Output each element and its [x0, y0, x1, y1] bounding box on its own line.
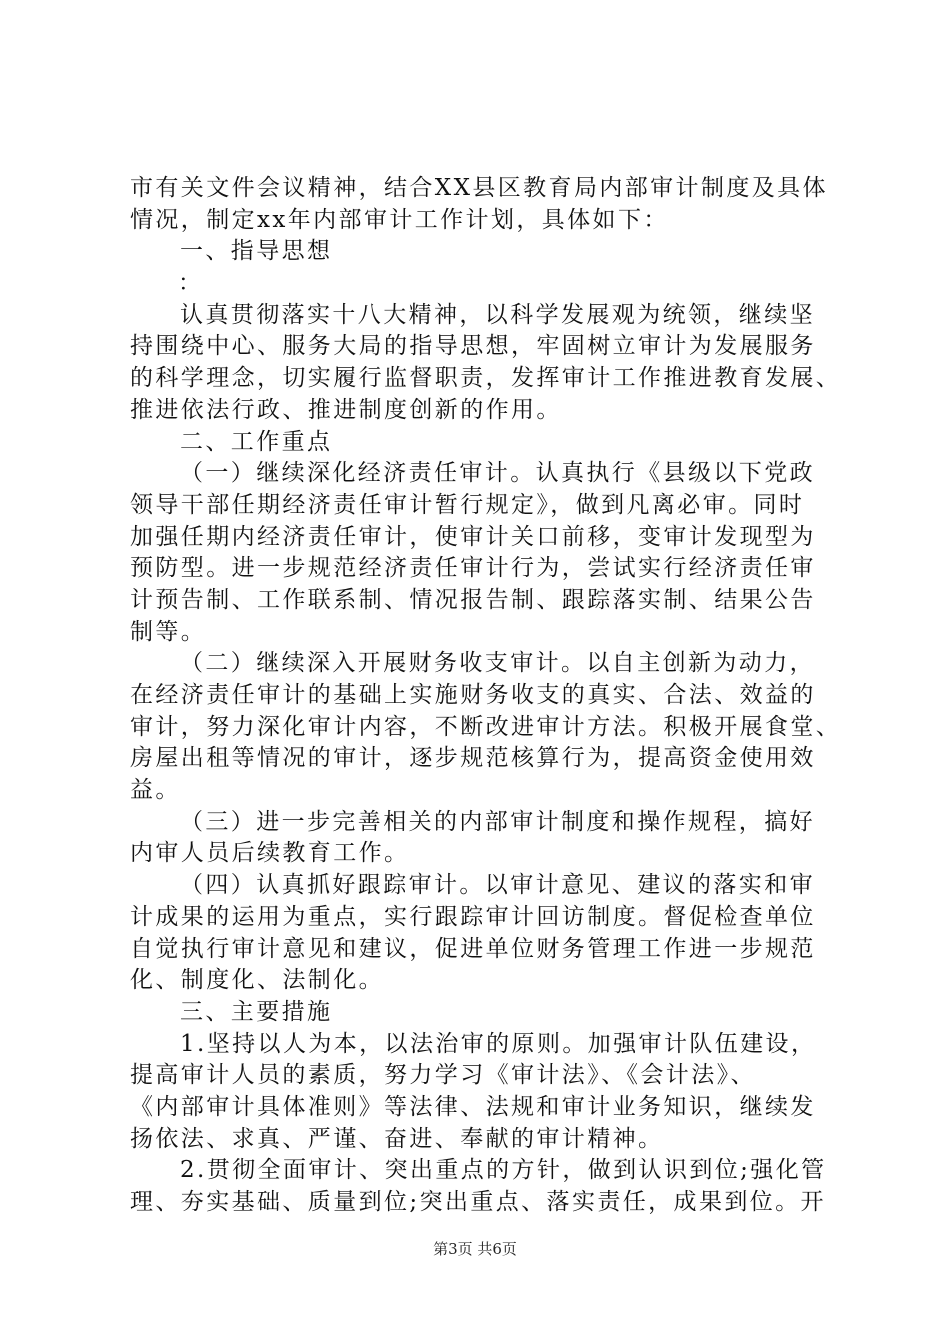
text-line: 《内部审计具体准则》等法律、法规和审计业务知识，继续发 [130, 1093, 816, 1120]
text-line: 领导干部任期经济责任审计暂行规定》，做到凡离必审。同时 [130, 491, 805, 518]
text-line: 推进依法行政、推进制度创新的作用。 [130, 396, 562, 423]
text-line: 制等。 [130, 618, 207, 645]
text-line: 加强任期内经济责任审计，使审计关口前移，变审计发现型为 [130, 523, 816, 550]
text-line: 一、指导思想 [180, 238, 333, 265]
text-line: 2.贯彻全面审计、突出重点的方针，做到认识到位;强化管 [180, 1157, 827, 1184]
text-line: 1.坚持以人为本，以法治审的原则。加强审计队伍建设， [180, 1030, 817, 1057]
page-footer: 第3页 共6页 [433, 1240, 517, 1258]
document-body [130, 173, 842, 1219]
text-line: 益。 [130, 777, 181, 804]
text-line: 持围绕中心、服务大局的指导思想，牢固树立审计为发展服务 [130, 333, 816, 360]
text-line: 房屋出租等情况的审计，逐步规范核算行为，提高资金使用效 [130, 745, 816, 772]
text-line: 提高审计人员的素质，努力学习《审计法》、《会计法》、 [130, 1062, 756, 1089]
text-line: 自觉执行审计意见和建议，促进单位财务管理工作进一步规范 [130, 935, 816, 962]
text-line: 计成果的运用为重点，实行跟踪审计回访制度。督促检查单位 [130, 903, 816, 930]
text-line: 计预告制、工作联系制、情况报告制、跟踪落实制、结果公告 [130, 586, 816, 613]
text-line: 认真贯彻落实十八大精神，以科学发展观为统领，继续坚 [180, 301, 815, 328]
text-line: 内审人员后续教育工作。 [130, 840, 410, 867]
text-line: 化、制度化、法制化。 [130, 967, 384, 994]
text-line: 市有关文件会议精神，结合XX县区教育局内部审计制度及具体 [130, 175, 828, 201]
text-line: ： [178, 270, 204, 297]
text-line: 三、主要措施 [180, 998, 333, 1025]
text-line: （二）继续深入开展财务收支审计。以自主创新为动力， [180, 650, 815, 677]
text-line: （三）进一步完善相关的内部审计制度和操作规程，搞好 [180, 808, 815, 835]
text-line: （一）继续深化经济责任审计。认真执行《县级以下党政 [180, 460, 815, 487]
text-line: 的科学理念，切实履行监督职责，发挥审计工作推进教育发展、 [130, 365, 842, 392]
text-line: 二、工作重点 [180, 428, 333, 455]
text-line: 扬依法、求真、严谨、奋进、奉献的审计精神。 [130, 1125, 664, 1152]
text-line: 在经济责任审计的基础上实施财务收支的真实、合法、效益的 [130, 682, 816, 708]
text-line: 预防型。进一步规范经济责任审计行为，尝试实行经济责任审 [130, 555, 816, 582]
text-line: 情况，制定xx年内部审计工作计划，具体如下： [130, 206, 669, 233]
text-line: 理、夯实基础、质量到位;突出重点、落实责任，成果到位。开 [130, 1189, 826, 1215]
text-line: （四）认真抓好跟踪审计。以审计意见、建议的落实和审 [180, 872, 815, 899]
text-line: 审计，努力深化审计内容，不断改进审计方法。积极开展食堂、 [130, 713, 842, 740]
